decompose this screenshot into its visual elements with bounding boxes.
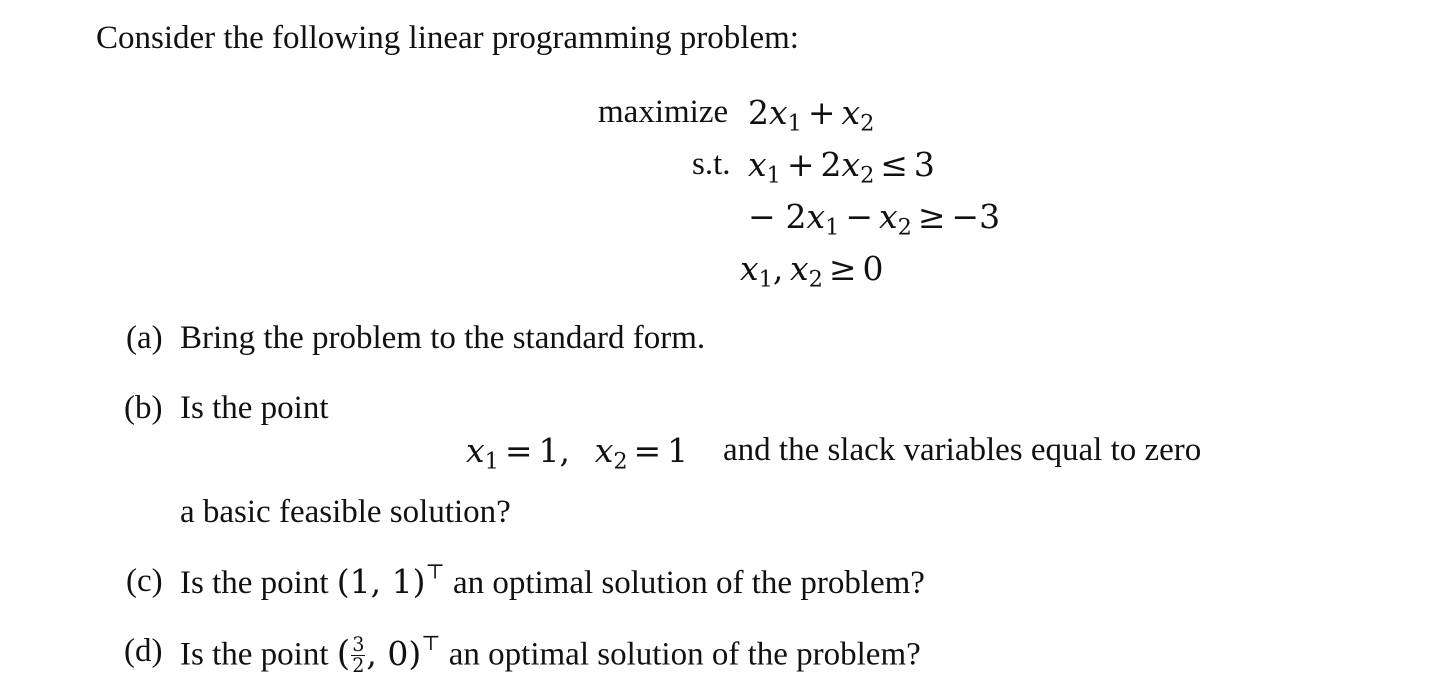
st-label: s.t. (692, 146, 731, 182)
part-c-point: (1, 1) (336, 562, 426, 601)
part-d-label: (d) (124, 633, 163, 669)
part-d-point: ( $\frac{3}{2}$ , 0) (336, 633, 422, 677)
constraint-2: − $2x_1 - x_2 \ge -3$ (748, 197, 1001, 241)
part-b-continuation: a basic feasible solution? (180, 494, 511, 530)
part-b-text: Is the point (180, 390, 329, 426)
part-b-display-equation: $x_1 = 1$, $x_2 = 1$ (466, 431, 689, 475)
constraint-nonnegativity: $x_1$, $x_2 \ge 0$ (740, 249, 884, 293)
intro-text: Consider the following linear programming problem: (96, 20, 799, 56)
part-b-label: (b) (124, 390, 163, 426)
part-b-display-tail: and the slack variables equal to zero (723, 432, 1202, 468)
part-a-text: Bring the problem to the standard form. (180, 320, 706, 356)
constraint-1: $x_1 + 2x_2 \le 3$ (748, 145, 935, 189)
part-c-text: Is the point (1, 1)⊤ an optimal solution of the problem? (180, 561, 925, 601)
objective-label: maximize (598, 94, 729, 130)
part-c-label: (c) (126, 563, 163, 599)
fraction-three-halves: $\frac{3}{2}$ (352, 633, 365, 677)
part-d-text: Is the point ( $\frac{3}{2}$ , 0)⊤ an optimal solution of the problem? (180, 632, 921, 677)
part-a-label: (a) (126, 320, 163, 356)
objective-expression: $2x_1 + x_2$ (748, 93, 875, 137)
